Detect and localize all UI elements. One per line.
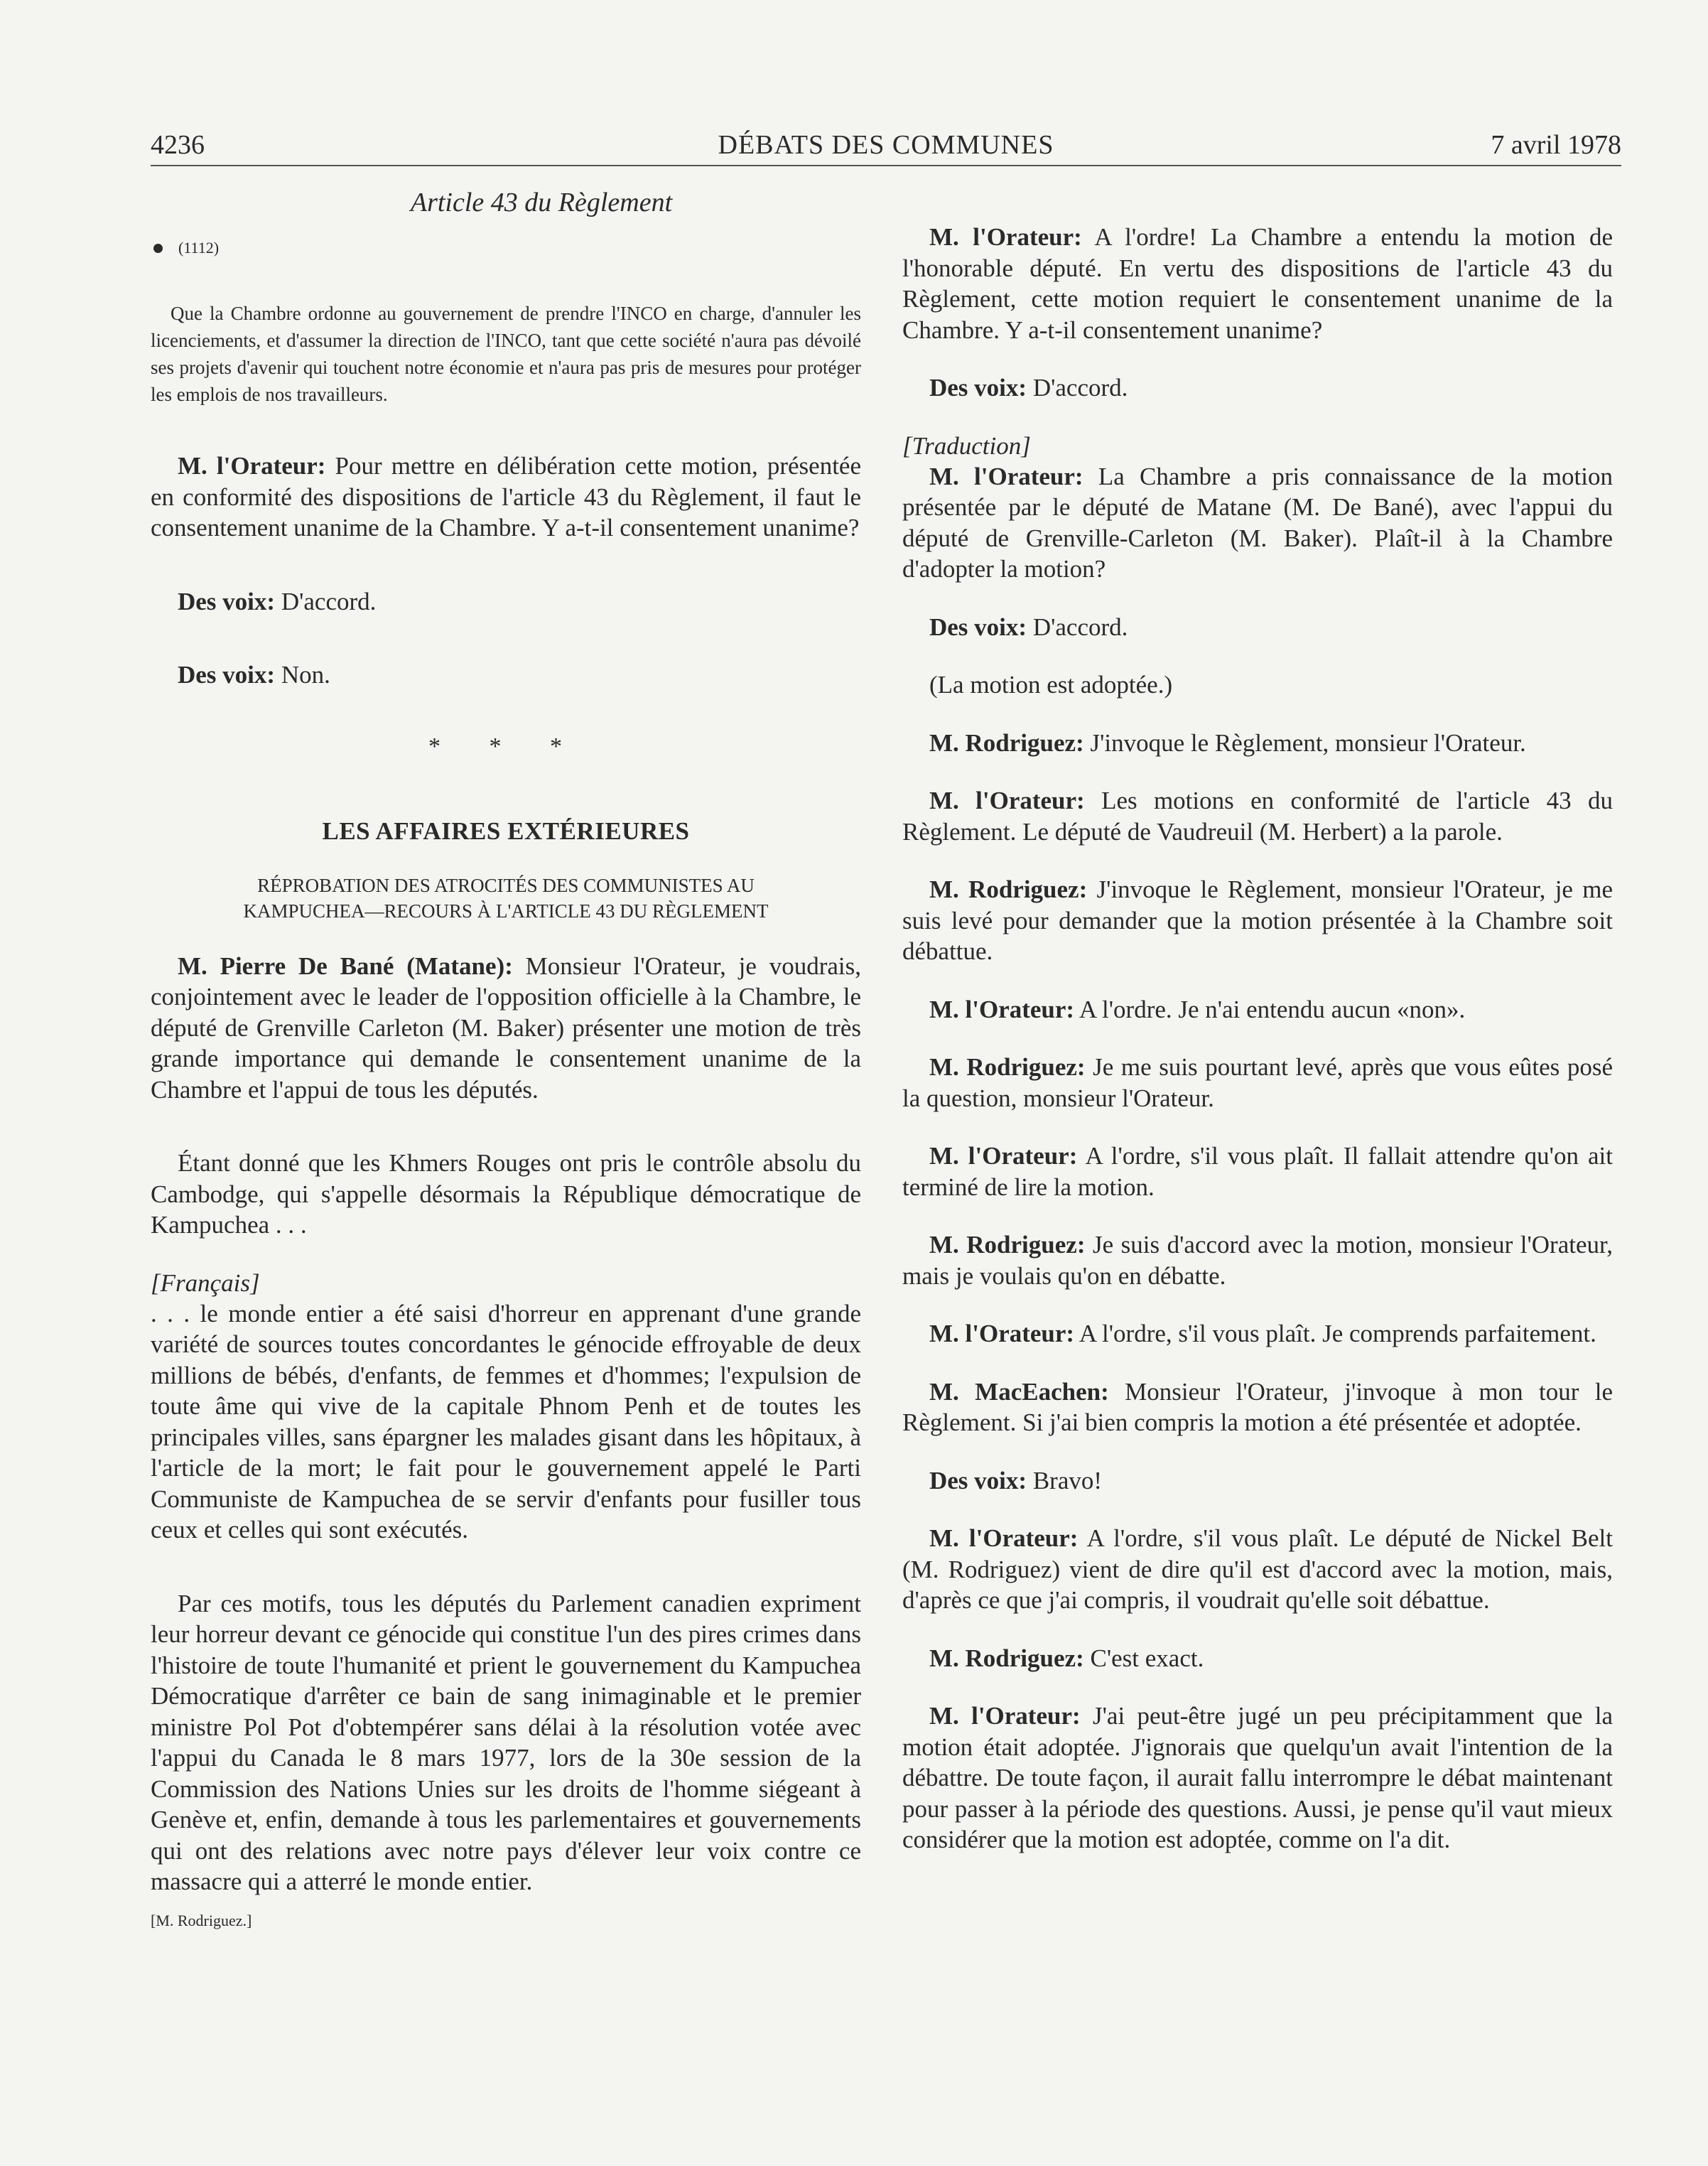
speech-paragraph — [902, 728, 1613, 759]
speaker: M. l'Orateur: — [929, 995, 1075, 1023]
speech-paragraph — [902, 1052, 1613, 1114]
speech-paragraph — [902, 1141, 1613, 1202]
speech-paragraph — [902, 1465, 1613, 1497]
speaker: M. Rodriguez: — [929, 1644, 1084, 1672]
speech-paragraph — [902, 785, 1613, 847]
speaker: M. Rodriguez: — [929, 728, 1084, 757]
speaker: M. l'Orateur: — [929, 223, 1082, 251]
speech-text: Monsieur l'Orateur, je voudrais, conjointement avec le leader de l'opposition officielle à la Chambre, le député de Grenville Carleton (M. Baker) présenter une motion de très grande importance qui demande le consentement unanime de la Chambre et l'appui de tous les députés. — [151, 952, 861, 1104]
speaker: Des voix: — [178, 587, 276, 615]
bullet-dot-icon — [153, 244, 163, 253]
speech-text: A l'ordre! La Chambre a entendu la motion de l'honorable député. En vertu des dispositions de l'article 43 du Règlement, cette motion requiert le consentement unanime de la Chambre. Y a-t-il consentement unanime? — [902, 223, 1613, 344]
speaker: Des voix: — [929, 613, 1027, 641]
page-number: 4236 — [151, 130, 205, 160]
speaker: M. l'Orateur: — [929, 462, 1083, 490]
speaker: M. l'Orateur: — [929, 1524, 1079, 1552]
speech-paragraph — [902, 1318, 1613, 1349]
speech-paragraph — [902, 874, 1613, 967]
speaker: M. l'Orateur: — [929, 787, 1085, 814]
speech-paragraph — [902, 1376, 1613, 1438]
subsection-title-line-1: RÉPROBATION DES ATROCITÉS DES COMMUNISTES AU — [257, 874, 755, 896]
speech-paragraph — [151, 586, 861, 618]
speech-paragraph — [902, 1643, 1613, 1674]
speech-paragraph — [151, 659, 861, 691]
motion-paragraph: Étant donné que les Khmers Rouges ont pris le contrôle absolu du Cambodge, qui s'appelle désormais la République démocratique de Kampuchea . . . — [151, 1149, 861, 1239]
issue-date: 7 avril 1978 — [1491, 130, 1621, 160]
timestamp: (1112) — [178, 239, 220, 257]
speaker: M. MacEachen: — [929, 1377, 1109, 1406]
speech-paragraph — [902, 612, 1613, 643]
motion-paragraph: Par ces motifs, tous les députés du Parlement canadien expriment leur horreur devant ce génocide qui constitue l'un des pires crimes dans l'histoire de toute l'humanité et prient le gouvernement du Kampuchea Démocratique d'arrêter ce bain de sang inimaginable et le premier ministre Pol Pot d'obtempérer sans délai à la résolution votée avec l'appui du Canada le 8 mars 1977, lors de la 30e session de la Commission des Nations Unies sur les droits de l'homme siégeant à Genève et, enfin, demande à tous les parlementaires et gouvernements qui ont des relations avec notre pays d'élever leur voix contre ce massacre qui a atterré le monde entier. — [151, 1589, 861, 1895]
motion-paragraph: . . . le monde entier a été saisi d'horreur en apprenant d'une grande variété de sources toutes concordantes le génocide effroyable de deux millions de bébés, d'enfants, de femmes et d'hommes; l'expulsion de toute âme qui vive de la capitale Phnom Penh et de toutes les principales villes, sans épargner les malades gisant dans les hôpitaux, à l'article de la mort; le fait pour le gouvernement appelé le Parti Communiste de Kampuchea de se servir d'enfants pour fusiller tous ceux et celles qui sont exécutés. — [151, 1299, 861, 1543]
speaker: Des voix: — [178, 661, 276, 689]
speech-text: J'ai peut-être jugé un peu précipitamment que la motion était adoptée. J'ignorais que quelqu'un avait l'intention de la débattre. De toute façon, il aurait fallu interrompre le débat maintenant pour passer à la période des questions. Aussi, je pense qu'il vaut mieux considérer que la motion est adoptée, comme on l'a dit. — [902, 1702, 1614, 1853]
speech-paragraph — [902, 372, 1613, 404]
speech-paragraph — [902, 1523, 1613, 1616]
speaker: M. Pierre De Bané (Matane): — [178, 952, 513, 980]
speech-paragraph — [151, 451, 861, 544]
language-marker: [Français] — [151, 1268, 260, 1297]
left-column — [151, 186, 861, 1930]
page-header — [151, 125, 1621, 166]
speech-text: C'est exact. — [1083, 1644, 1204, 1672]
speaker: M. l'Orateur: — [929, 1320, 1075, 1347]
speaker: M. Rodriguez: — [929, 1231, 1086, 1259]
speech-text: Monsieur l'Orateur, j'invoque à mon tour le Règlement. Si j'ai bien compris la motion a été présentée et adoptée. — [902, 1377, 1613, 1436]
speech-text: A l'ordre. Je n'ai entendu aucun «non». — [1074, 995, 1466, 1023]
speech-paragraph — [902, 994, 1613, 1025]
speech-text: Bravo! — [1027, 1466, 1103, 1494]
speech-text: Je suis d'accord avec la motion, monsieur l'Orateur, mais je voulais qu'on en débatte. — [902, 1231, 1613, 1290]
speech-paragraph — [151, 951, 861, 1106]
speaker: M. Rodriguez: — [929, 1053, 1086, 1081]
speech-paragraph — [902, 222, 1613, 345]
right-column — [902, 186, 1613, 1855]
speech-text: D'accord. — [1027, 613, 1128, 641]
speech-text: Je me suis pourtant levé, après que vous eûtes posé la question, monsieur l'Orateur. — [902, 1053, 1613, 1112]
speaker: Des voix: — [929, 374, 1027, 402]
speaker: M. l'Orateur: — [929, 1702, 1081, 1730]
speech-text: J'invoque le Règlement, monsieur l'Orateur, je me suis levé pour demander que la motion présentée à la Chambre soit débattue. — [902, 875, 1613, 965]
speech-paragraph — [902, 1229, 1613, 1291]
speech-paragraph — [902, 461, 1613, 585]
subsection-title-line-2: KAMPUCHEA—RECOURS À L'ARTICLE 43 DU RÈGLEMENT — [243, 900, 769, 922]
speech-text: J'invoque le Règlement, monsieur l'Orateur. — [1083, 728, 1526, 757]
section-separator: * * * — [428, 733, 583, 760]
speech-paragraph — [902, 1701, 1613, 1855]
article-title: Article 43 du Règlement — [410, 188, 673, 217]
journal-title: DÉBATS DES COMMUNES — [718, 130, 1054, 160]
procedural-note: (La motion est adoptée.) — [929, 671, 1173, 699]
speech-text: A l'ordre, s'il vous plaît. Je comprends parfaitement. — [1074, 1320, 1596, 1347]
speaker: M. l'Orateur: — [929, 1142, 1078, 1170]
motion-text: Que la Chambre ordonne au gouvernement de prendre l'INCO en charge, d'annuler les licenciements, et d'assumer la direction de l'INCO, tant que cette société n'aura pas dévoilé ses projets d'avenir qui touchent notre économie et n'aura pas pris de mesures pour protéger les emplois de nos travailleurs. — [151, 303, 861, 405]
speech-text: La Chambre a pris connaissance de la motion présentée par le député de Matane (M. De Bané), avec l'appui du député de Grenville-Carleton (M. Baker). Plaît-il à la Chambre d'adopter la motion? — [902, 462, 1613, 583]
language-marker: [Traduction] — [902, 431, 1031, 460]
speaker: M. Rodriguez: — [929, 875, 1088, 903]
section-title: LES AFFAIRES EXTÉRIEURES — [322, 817, 690, 845]
speech-text: A l'ordre, s'il vous plaît. Le député de Nickel Belt (M. Rodriguez) vient de dire qu'il est d'accord avec la motion, mais, d'après ce que j'ai compris, il voudrait qu'elle soit débattue. — [902, 1524, 1614, 1614]
speech-text: Les motions en conformité de l'article 43 du Règlement. Le député de Vaudreuil (M. Herbert) a la parole. — [902, 787, 1613, 846]
speaker: M. l'Orateur: — [178, 452, 326, 480]
speaker: Des voix: — [929, 1466, 1027, 1494]
speech-text: D'accord. — [1027, 374, 1128, 402]
timestamp-marker — [151, 239, 861, 257]
speech-text: A l'ordre, s'il vous plaît. Il fallait attendre qu'on ait terminé de lire la motion. — [902, 1142, 1613, 1201]
speech-text: D'accord. — [275, 587, 377, 615]
speaker-attribution: [M. Rodriguez.] — [151, 1911, 252, 1929]
speech-text: Non. — [275, 661, 330, 689]
speech-text: Pour mettre en délibération cette motion, présentée en conformité des dispositions de l'article 43 du Règlement, il faut le consentement unanime de la Chambre. Y a-t-il consentement unanime? — [151, 452, 861, 542]
